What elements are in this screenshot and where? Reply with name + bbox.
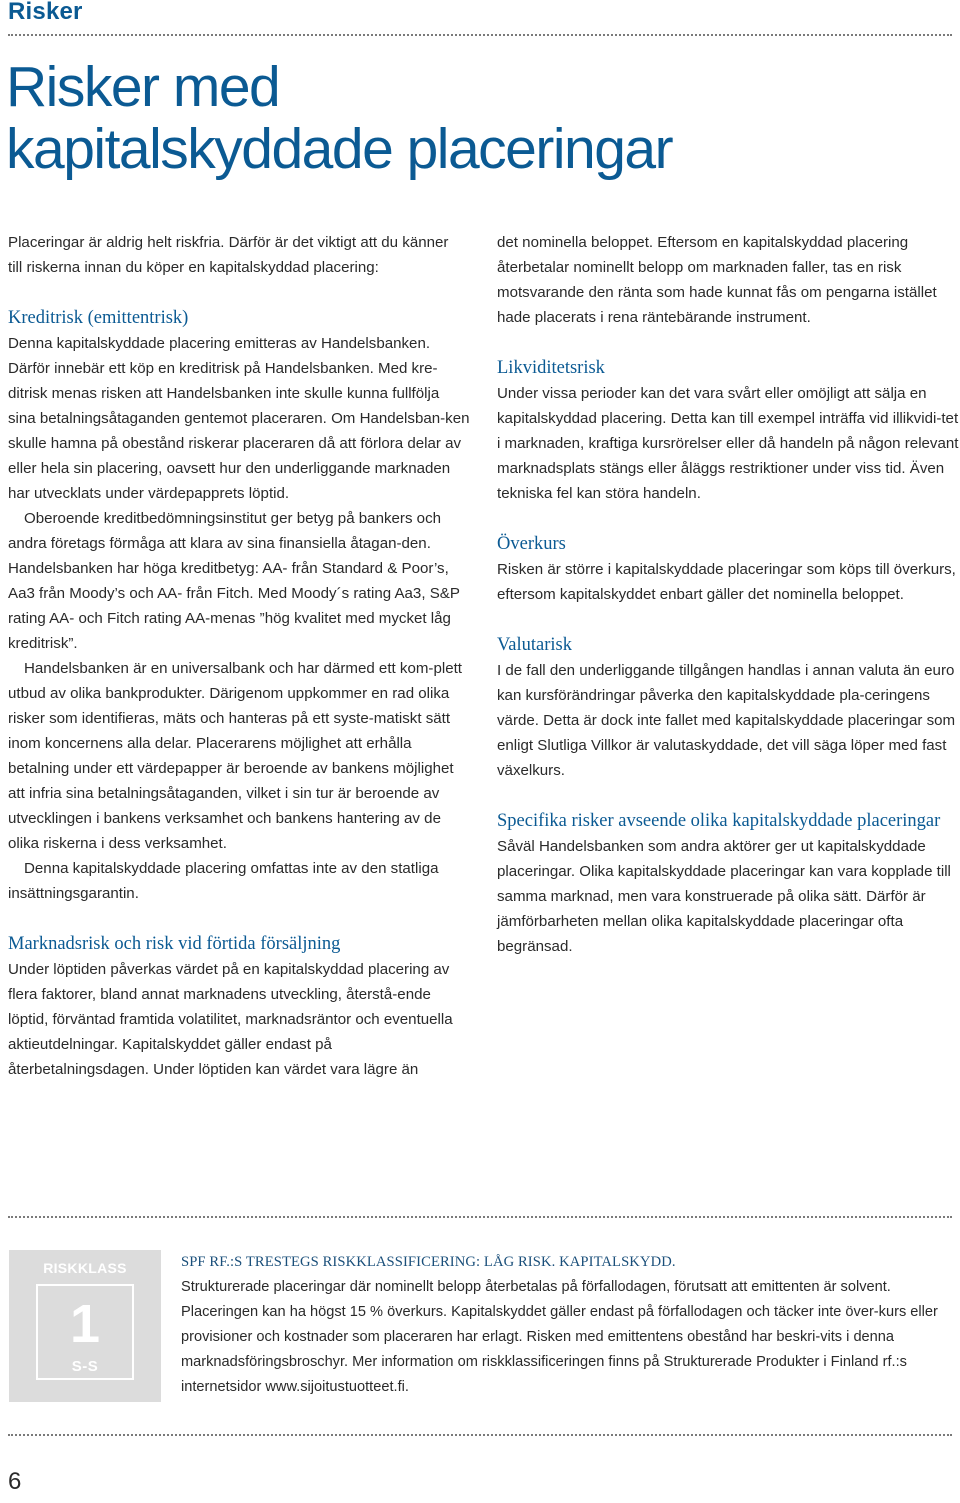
overkurs-paragraph: Risken är större i kapitalskyddade placeringar som köps till överkurs, eftersom kapitalskyddet enbart gäller det nominella beloppet. xyxy=(497,561,956,603)
specifika-risker-heading: Specifika risker avseende olika kapitalskyddade placeringar xyxy=(497,811,941,831)
likviditetsrisk-heading: Likviditetsrisk xyxy=(497,358,605,378)
continuation-paragraph: det nominella beloppet. Eftersom en kapitalskyddad placering återbetalar nominellt belopp om marknaden faller, tas en risk motsvarande den ränta som hade kunnat fås om pengarna istället hade placerats i rena räntebärande instrument. xyxy=(497,234,937,326)
left-column xyxy=(8,230,470,1082)
page-title xyxy=(6,56,672,180)
risk-section-top-divider xyxy=(8,1216,952,1218)
section-label: Risker xyxy=(8,0,83,25)
riskklass-badge xyxy=(9,1250,161,1402)
riskklass-badge-frame xyxy=(36,1284,134,1380)
kreditrisk-heading: Kreditrisk (emittentrisk) xyxy=(8,308,189,328)
kreditrisk-paragraph-3: Handelsbanken är en universalbank och har därmed ett kom-plett utbud av olika bankprodukter. Därigenom uppkommer en rad olika risker som identifieras, mäts och hanteras på ett syste-matiskt sätt inom koncernens alla delar. Placerarens möjlighet att erhålla betalning under ett värdepapper är beroende av bankens möjlighet att infria sina betalningsåtaganden, vilket i sin tur är beroende av utvecklingen i bankens verksamhet och bankens hantering av de olika riskerna i dess verksamhet. xyxy=(8,660,462,852)
page-title-line-1: Risker med xyxy=(6,55,280,119)
kreditrisk-paragraph-1: Denna kapitalskyddade placering emitteras av Handelsbanken. Därför innebär ett köp en kreditrisk på Handelsbanken. Med kre-ditrisk menas risken att Handelsbanken inte skulle kunna fullfölja sina betalningsåtaganden gentemot placeraren. Om Handelsban-ken skulle hamna på obestånd riskerar placeraren då att förlora delar av eller hela sin placering, oavsett hur den underliggande marknaden har utvecklats under värdepapprets löptid. xyxy=(8,335,470,502)
risk-classification-box xyxy=(181,1250,956,1400)
right-column xyxy=(497,230,959,959)
kreditrisk-paragraph-2: Oberoende kreditbedömningsinstitut ger betyg på bankers och andra företags förmåga att klara av sina finansiella åtagan-den. Handelsbanken har höga kreditbetyg: AA- från Standard & Poor’s, Aa3 från Moody’s och AA- från Fitch. Med Moody´s rating Aa3, S&P rating AA- och Fitch rating AA-menas ”hög kvalitet med mycket låg kreditrisk”. xyxy=(8,510,460,652)
risk-classification-text: Strukturerade placeringar där nominellt belopp återbetalas på förfallodagen, förutsatt att emittenten är solvent. Placeringen kan ha högst 15 % överkurs. Kapitalskyddet gäller endast på förfallodagen och täcker inte över-kurs eller provisioner och kostnader som placeraren har erlagt. Risken med emittentens obestånd har beskri-vits i denna marknadsföringsbroschyr. Mer information om riskklassificeringen finns på Strukturerade Produkter i Finland rf.:s internetsidor www.sijoitustuotteet.fi. xyxy=(181,1279,938,1395)
valutarisk-paragraph: I de fall den underliggande tillgången handlas i annan valuta än euro kan kursförändringar påverka den kapitalskyddade pla-ceringens värde. Detta är dock inte fallet med kapitalskyddade placeringar som enligt Slutliga Villkor är valutaskyddade, det vill säga löper med fast växelkurs. xyxy=(497,662,956,779)
risk-section-bottom-divider xyxy=(8,1434,952,1436)
risk-classification-heading: SPF RF.:S TRESTEGS RISKKLASSIFICERING: LÅG RISK. KAPITALSKYDD. xyxy=(181,1254,676,1270)
page-title-line-2: kapitalskyddade placeringar xyxy=(6,117,673,181)
valutarisk-heading: Valutarisk xyxy=(497,635,573,655)
top-divider xyxy=(8,34,952,36)
riskklass-badge-number: 1 xyxy=(69,1294,101,1354)
likviditetsrisk-paragraph: Under vissa perioder kan det vara svårt eller omöjligt att sälja en kapitalskyddad placering. Detta kan till exempel inträffa vid illikvidi-tet i marknaden, kraftiga kursrörelser eller då handeln på någon relevant marknadsplats stängs eller åläggs restriktioner under viss tid. Även tekniska fel kan störa handeln. xyxy=(497,385,959,502)
page-number: 6 xyxy=(8,1468,22,1495)
kreditrisk-paragraph-4: Denna kapitalskyddade placering omfattas inte av den statliga insättningsgarantin. xyxy=(8,860,439,902)
overkurs-heading: Överkurs xyxy=(497,534,566,554)
intro-line-2: till riskerna innan du köper en kapitalskyddad placering: xyxy=(8,259,379,276)
riskklass-badge-label: RISKKLASS xyxy=(43,1260,127,1276)
marknadsrisk-paragraph: Under löptiden påverkas värdet på en kapitalskyddad placering av flera faktorer, bland annat marknadens utveckling, återstå-ende löptid, förväntad framtida volatilitet, marknadsräntor och eventuella aktieutdelningar. Kapitalskyddet gäller endast på återbetalningsdagen. Under löptiden kan värdet vara lägre än xyxy=(8,961,453,1078)
specifika-risker-paragraph: Såväl Handelsbanken som andra aktörer ger ut kapitalskyddade placeringar. Olika kapitalskyddade placeringar kan vara kopplade till samma marknad, men vara konstruerade på olika sätt. Därför är jämförbarheten mellan olika kapitalskyddade placeringar ofta begränsad. xyxy=(497,838,951,955)
marknadsrisk-heading: Marknadsrisk och risk vid förtida försäljning xyxy=(8,934,341,954)
intro-line-1: Placeringar är aldrig helt riskfria. Därför är det viktigt att du känner xyxy=(8,234,449,251)
riskklass-badge-logo: S-S xyxy=(71,1358,99,1375)
